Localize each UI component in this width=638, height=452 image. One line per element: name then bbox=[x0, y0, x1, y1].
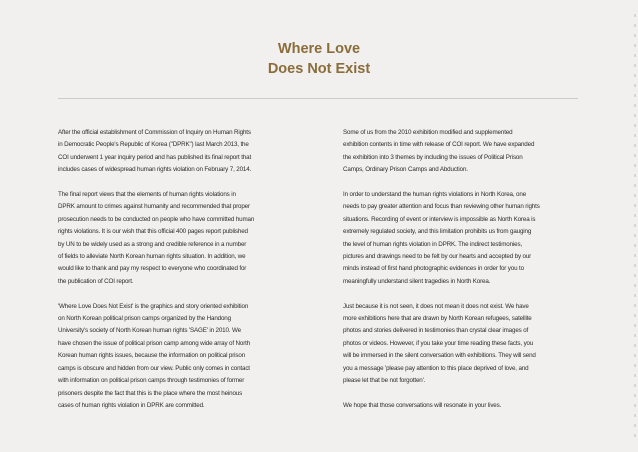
text-line: please let that be not forgotten'. bbox=[343, 377, 426, 385]
text-line: prosecution needs to be conducted on people who have committed human bbox=[58, 215, 255, 223]
text-line: We hope that those conversations will resonate in your lives. bbox=[343, 401, 502, 409]
text-line: you a message 'please pay attention to this place deprived of love, and bbox=[343, 364, 529, 372]
text-line: in Democratic People's Republic of Korea ("DPRK") last March 2013, the bbox=[58, 141, 249, 149]
text-line: cases of human rights violation in DPRK are committed. bbox=[58, 401, 205, 409]
paragraph bbox=[343, 301, 583, 388]
text-line: exhibition contents in time with release of COI report. We have expanded bbox=[343, 141, 535, 149]
text-line: camps is obscure and hidden from our view. Public only comes in contact bbox=[58, 364, 250, 372]
text-line: the exhibition into 3 themes by including the issues of Political Prison bbox=[343, 153, 523, 161]
left-column bbox=[58, 127, 306, 412]
divider bbox=[58, 98, 578, 99]
text-line: Some of us from the 2010 exhibition modified and supplemented bbox=[343, 129, 513, 136]
text-line: extremely regulated society, and this limitation prohibits us from gauging bbox=[343, 228, 532, 236]
text-line: pictures and drawings need to be felt by our hearts and accepted by our bbox=[343, 253, 532, 261]
text-line: photos or videos. However, if you take your time reading these facts, you bbox=[343, 339, 534, 347]
text-line: the publication of COI report. bbox=[58, 277, 134, 285]
text-line: will be immersed in the silent conversation with exhibitions. They will send bbox=[343, 352, 536, 360]
text-line: After the official establishment of Commission of Inquiry on Human Rights bbox=[58, 129, 251, 136]
text-line: In order to understand the human rights violations in North Korea, one bbox=[343, 191, 527, 199]
paragraph bbox=[343, 400, 583, 412]
text-line: with information on political prison camps through testimonies of former bbox=[58, 377, 245, 385]
text-line: would like to thank and pay my respect to everyone who coordinated for bbox=[58, 265, 247, 273]
text-line: 'Where Love Does Not Exist' is the graphics and story oriented exhibition bbox=[58, 302, 249, 310]
text-line: by UN to be widely used as a strong and credible reference in a number bbox=[58, 240, 247, 248]
text-line: have chosen the issue of political prison camp among wide array of North bbox=[58, 339, 251, 347]
page-edge-marks bbox=[634, 14, 636, 444]
paragraph bbox=[343, 127, 583, 177]
text-line: the level of human rights violation in DPRK. The indirect testimonies, bbox=[343, 240, 523, 248]
text-line: DPRK amount to crimes against humanity and recommended that proper bbox=[58, 203, 250, 211]
title-line-1: Where Love bbox=[277, 41, 361, 57]
text-line: needs to pay greater attention and focus than reviewing other human rights bbox=[343, 203, 540, 211]
paragraph bbox=[58, 189, 306, 288]
paragraph bbox=[343, 189, 583, 288]
text-line: Camps, Ordinary Prison Camps and Abduction. bbox=[343, 166, 468, 174]
text-line: Just because it is not seen, it does not mean it does not exist. We have bbox=[343, 302, 529, 310]
text-line: COI underwent 1 year inquiry period and has published its final report that bbox=[58, 153, 252, 161]
title-line-2: Does Not Exist bbox=[267, 61, 371, 77]
paragraph bbox=[58, 127, 306, 177]
text-line: Korean human rights issues, because the information on political prison bbox=[58, 352, 246, 360]
text-line: meaningfully understand silent tragedies in North Korea. bbox=[343, 277, 491, 285]
text-line: photos and stories delivered in testimonies than crystal clear images of bbox=[343, 327, 529, 335]
right-column bbox=[343, 127, 583, 412]
text-line: prisoners despite the fact that this is the place where the most heinous bbox=[58, 389, 243, 397]
text-line: of fields to alleviate North Korean human rights situation. In addition, we bbox=[58, 253, 246, 261]
text-line: on North Korean political prison camps organized by the Handong bbox=[58, 315, 231, 323]
page-title bbox=[0, 39, 638, 79]
text-line: more exhibitions here that are drawn by North Korean refugees, satellite bbox=[343, 315, 532, 323]
text-line: minds instead of first hand photographic evidences in order for you to bbox=[343, 265, 524, 273]
text-line: includes cases of widespread human rights violation on February 7, 2014. bbox=[58, 166, 252, 174]
text-line: The final report views that the elements of human rights violations in bbox=[58, 191, 236, 199]
text-line: situations. Recording of event or interview is impossible as North Korea is bbox=[343, 215, 536, 223]
text-line: University's society of North Korean human rights 'SAGE' in 2010. We bbox=[58, 327, 241, 335]
paragraph bbox=[58, 301, 306, 413]
text-line: rights violations. It is our wish that this official 400 pages report published bbox=[58, 228, 248, 236]
